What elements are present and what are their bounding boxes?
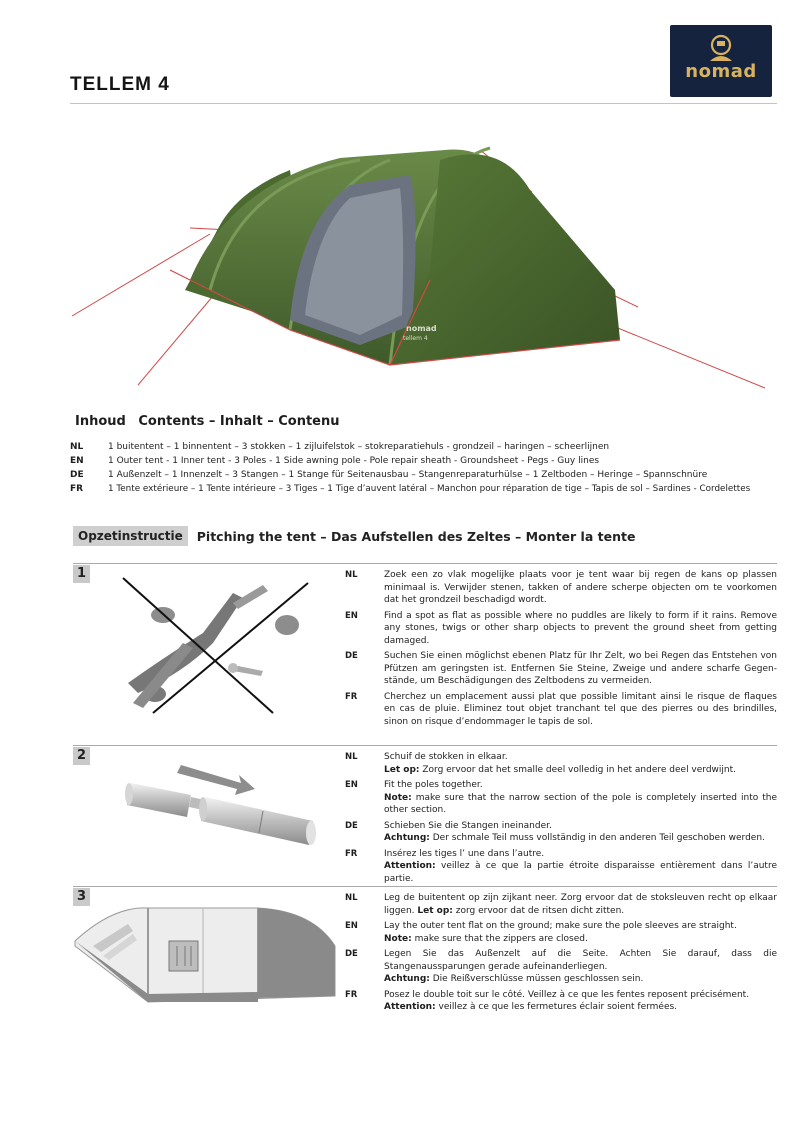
- lang-code: NL: [70, 442, 84, 452]
- note-label: Attention:: [384, 861, 436, 871]
- lang-code: DE: [345, 949, 358, 959]
- lay-outer-tent-illustration: [73, 886, 343, 1016]
- note-label: Achtung:: [384, 833, 430, 843]
- instruction-nl: [345, 569, 777, 607]
- instruction-en: [345, 610, 777, 648]
- tent-model-label: tellem 4: [403, 335, 428, 342]
- contents-heading: [75, 414, 348, 429]
- contents-text: 1 Outer tent - 1 Inner tent - 3 Poles - 1 Side awning pole - Pole repair sheath - Groundsheet - Pegs - Guy lines: [108, 456, 600, 466]
- pitching-badge: Opzetinstructie: [73, 526, 188, 546]
- instruction-text: Insérez les tiges l’ une dans l’autre.: [384, 848, 545, 859]
- instruction-text: Schuif de stokken in elkaar.: [384, 752, 508, 762]
- note-text: veillez à ce que les fermetures éclair soient fermées.: [435, 1002, 678, 1012]
- lang-code: EN: [345, 780, 358, 790]
- step-1: [73, 563, 777, 739]
- instruction-text: Leg de buitentent op zijn zijkant neer. Zorg ervoor dat de stoksleuven recht op elkaar liggen.: [384, 893, 777, 916]
- note-text: veillez à ce que la partie étroite disparaisse entièrement dans l’autre partie.: [384, 861, 777, 884]
- instruction-en: [345, 920, 777, 945]
- tent-brand-label: nomad: [406, 324, 437, 333]
- instruction-fr: [345, 691, 777, 729]
- step-2: [73, 745, 777, 884]
- lang-code: NL: [345, 893, 358, 903]
- note-text: Der schmale Teil muss vollständig in den anderen Teil geschoben werden.: [429, 833, 765, 843]
- tent-illustration: [60, 130, 780, 400]
- page-title: TELLEM 4: [70, 74, 170, 95]
- instruction-de: [345, 650, 777, 688]
- instruction-en: [345, 779, 777, 817]
- note-text: make sure that the narrow section of the pole is completely inserted into the other section.: [384, 792, 777, 815]
- brand-logo: [670, 25, 772, 97]
- instruction-fr: [345, 989, 777, 1014]
- lang-code: DE: [345, 820, 358, 831]
- instruction-text: Posez le double toit sur le côté. Veillez à ce que les fentes reposent précisément.: [384, 989, 750, 1000]
- contents-heading-nl: Inhoud: [75, 414, 126, 429]
- list-item: [70, 482, 790, 496]
- instruction-text: Cherchez un emplacement aussi plat que possible limitant ainsi le risque de flaques en cas de pluie. Eliminez tout objet tranchant tel que des pierres ou des brindilles, sinon on risque d’endommager le tapis de sol.: [384, 691, 777, 727]
- instruction-text: Fit the poles together.: [384, 780, 483, 790]
- step-number: 2: [73, 747, 90, 765]
- note-label: Let op:: [384, 764, 420, 775]
- contents-heading-rest: Contents – Inhalt – Contenu: [138, 414, 340, 429]
- instruction-text: Suchen Sie einen möglichst ebenen Platz für Ihr Zelt, wo bei Regen das Entstehen von Pfützen am geringsten ist. Entfernen Sie Steine, Zweige und andere scharfe Gegen-stände, um Beschädigungen des Zeltbodens zu vermeiden.: [384, 651, 777, 686]
- note-label: Note:: [384, 792, 412, 803]
- list-item: [70, 468, 790, 482]
- lang-code: EN: [70, 456, 84, 466]
- brand-name: nomad: [685, 61, 757, 82]
- note-label: Let op:: [417, 905, 453, 916]
- list-item: [70, 454, 790, 468]
- note-text: Zorg ervoor dat het smalle deel volledig in het andere deel verdwijnt.: [419, 764, 736, 775]
- lang-code: DE: [70, 470, 84, 480]
- pitching-title: Pitching the tent – Das Aufstellen des Zeltes – Monter la tente: [196, 528, 636, 544]
- contents-text: 1 buitentent – 1 binnentent – 3 stokken – 1 zijluifelstok – stokreparatiehuls - grondzeil – haringen – scheerlijnen: [108, 442, 610, 452]
- instruction-de: [345, 948, 777, 986]
- contents-list: [70, 440, 790, 496]
- list-item: [70, 440, 790, 454]
- contents-text: 1 Tente extérieure – 1 Tente intérieure – 3 Tiges – 1 Tige d’auvent latéral – Manchon pour réparation de tige – Tapis de sol – Sardines - Cordelettes: [108, 484, 751, 494]
- instruction-text: Lay the outer tent flat on the ground; make sure the pole sleeves are straight.: [384, 921, 737, 931]
- lang-code: EN: [345, 921, 358, 931]
- title-divider: [70, 103, 777, 104]
- note-text: make sure that the zippers are closed.: [411, 933, 588, 944]
- instruction-text: Zoek een zo vlak mogelijke plaats voor je tent waar bij regen de kans op plassen minimaal is. Verwijder stenen, takken of andere scherpe objecten om te voorkomen dat het grondzeil beschadigd wordt.: [384, 570, 777, 605]
- instruction-nl: [345, 892, 777, 917]
- lang-code: FR: [345, 848, 358, 859]
- instruction-de: [345, 820, 777, 845]
- instruction-text: Schieben Sie die Stangen ineinander.: [384, 820, 552, 831]
- clear-ground-illustration: [73, 563, 333, 739]
- lang-code: FR: [345, 691, 358, 702]
- note-label: Achtung:: [384, 974, 430, 984]
- lang-code: NL: [345, 752, 358, 762]
- lang-code: NL: [345, 570, 358, 580]
- instruction-fr: [345, 848, 777, 886]
- pitching-heading: [73, 525, 635, 547]
- lang-code: DE: [345, 651, 358, 661]
- step-number: 1: [73, 565, 90, 583]
- lang-code: FR: [345, 989, 358, 1000]
- step-number: 3: [73, 888, 90, 906]
- note-label: Note:: [384, 933, 412, 944]
- instruction-text: Find a spot as flat as possible where no puddles are likely to form if it rains. Remove any stones, twigs or other sharp objects to prevent the ground sheet from getting damaged.: [384, 610, 777, 646]
- fit-poles-illustration: [73, 745, 333, 880]
- note-text: zorg ervoor dat de ritsen dicht zitten.: [452, 905, 625, 916]
- lang-code: EN: [345, 610, 358, 621]
- step-3: [73, 886, 777, 1016]
- note-label: Attention:: [384, 1002, 436, 1012]
- contents-text: 1 Außenzelt – 1 Innenzelt – 3 Stangen – 1 Stange für Seitenausbau – Stangenreparaturhülse – 1 Zeltboden – Heringe – Spannschnüre: [108, 470, 708, 480]
- instruction-nl: [345, 751, 777, 776]
- instruction-text: Legen Sie das Außenzelt auf die Seite. Achten Sie darauf, dass die Stangenaussparungen gerade aufeinanderliegen.: [384, 949, 777, 972]
- note-text: Die Reißverschlüsse müssen geschlossen sein.: [429, 974, 644, 984]
- lang-code: FR: [70, 484, 84, 494]
